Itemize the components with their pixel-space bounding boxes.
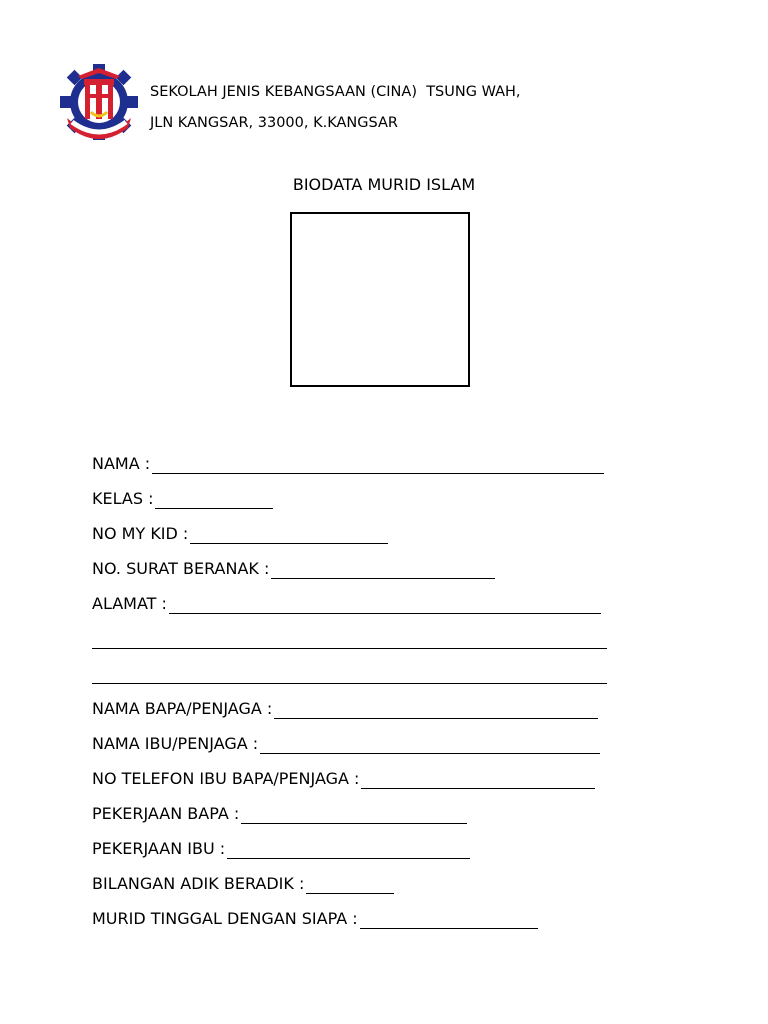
fill-line[interactable]	[306, 874, 394, 894]
field-bilangan-adik-beradik	[92, 874, 692, 909]
field-label: NO TELEFON IBU BAPA/PENJAGA :	[92, 769, 360, 788]
school-name: SEKOLAH JENIS KEBANGSAAN (CINA) TSUNG WAH,	[150, 84, 521, 100]
fill-line[interactable]	[152, 454, 604, 474]
fill-line[interactable]	[92, 629, 607, 649]
school-logo	[58, 62, 140, 142]
field-mykid	[92, 524, 692, 559]
field-tinggal-dengan	[92, 909, 692, 944]
field-label: NAMA BAPA/PENJAGA :	[92, 699, 273, 718]
field-alamat-line-2	[92, 629, 692, 664]
field-alamat	[92, 594, 692, 629]
biodata-form	[92, 454, 692, 944]
field-nama	[92, 454, 692, 489]
field-no-telefon	[92, 769, 692, 804]
field-alamat-line-3	[92, 664, 692, 699]
fill-line[interactable]	[271, 559, 495, 579]
school-address: JLN KANGSAR, 33000, K.KANGSAR	[150, 115, 398, 131]
photo-placeholder-box	[290, 212, 470, 387]
field-kelas	[92, 489, 692, 524]
field-label: NAMA IBU/PENJAGA :	[92, 734, 259, 753]
field-pekerjaan-bapa	[92, 804, 692, 839]
fill-line[interactable]	[241, 804, 467, 824]
field-label: PEKERJAAN BAPA :	[92, 804, 240, 823]
field-label: PEKERJAAN IBU :	[92, 839, 226, 858]
field-label: KELAS :	[92, 489, 154, 508]
fill-line[interactable]	[169, 594, 601, 614]
field-label: NO MY KID :	[92, 524, 189, 543]
fill-line[interactable]	[155, 489, 273, 509]
field-surat-beranak	[92, 559, 692, 594]
fill-line[interactable]	[227, 839, 470, 859]
field-nama-bapa	[92, 699, 692, 734]
field-label: NO. SURAT BERANAK :	[92, 559, 270, 578]
fill-line[interactable]	[274, 699, 598, 719]
field-label: NAMA :	[92, 454, 151, 473]
fill-line[interactable]	[92, 664, 607, 684]
field-label: BILANGAN ADIK BERADIK :	[92, 874, 305, 893]
fill-line[interactable]	[360, 909, 538, 929]
fill-line[interactable]	[190, 524, 388, 544]
field-nama-ibu	[92, 734, 692, 769]
field-pekerjaan-ibu	[92, 839, 692, 874]
document-title: BIODATA MURID ISLAM	[292, 175, 476, 194]
fill-line[interactable]	[260, 734, 600, 754]
field-label: MURID TINGGAL DENGAN SIAPA :	[92, 909, 358, 928]
fill-line[interactable]	[361, 769, 595, 789]
field-label: ALAMAT :	[92, 594, 167, 613]
